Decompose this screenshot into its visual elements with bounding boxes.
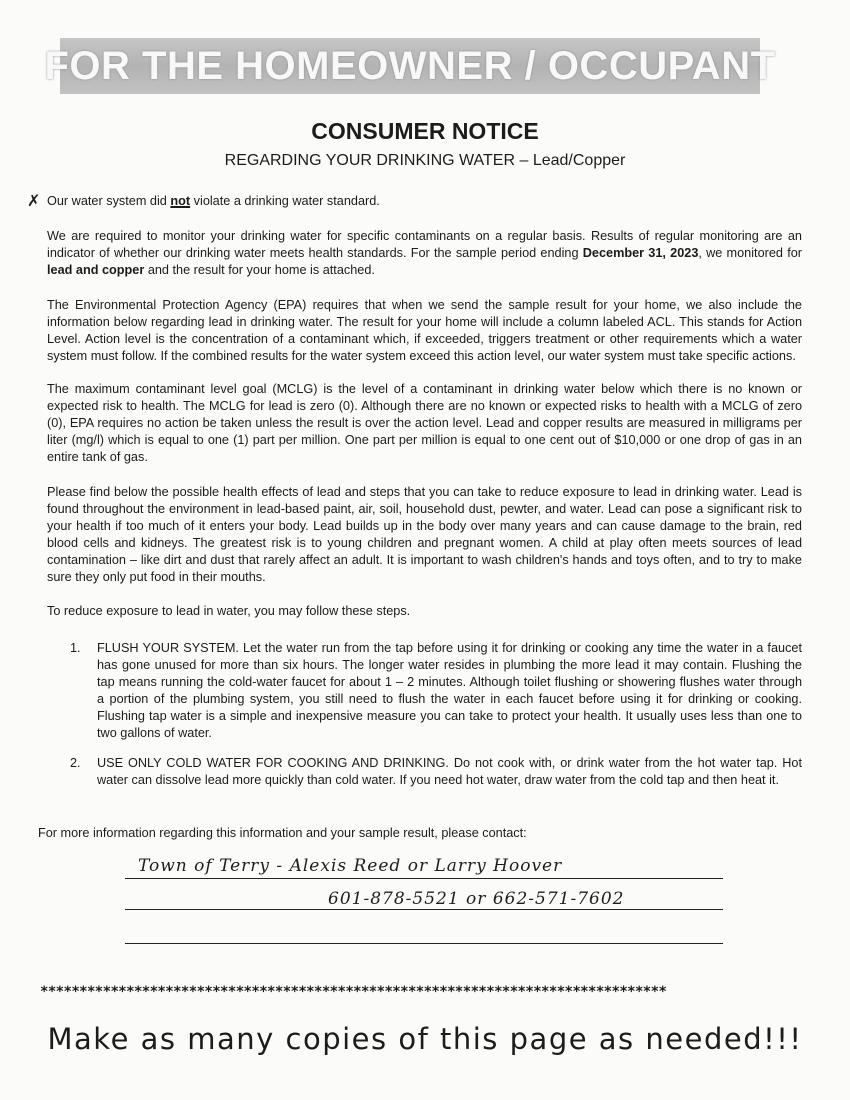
handwritten-contact-names: Town of Terry - Alexis Reed or Larry Hoover: [138, 856, 563, 876]
page-subtitle: REGARDING YOUR DRINKING WATER – Lead/Copper: [224, 152, 626, 169]
contact-line: [125, 943, 723, 944]
list-item-text: FLUSH YOUR SYSTEM. Let the water run from the tap before using it for drinking or cooking any time the water in a faucet has gone unused for more than six hours. The longer water resides in plumbing the more lead it may contain. Flushing the tap means running the cold-water faucet for about 1 – 2 minutes. Although toilet flushing or showering flushes water through a portion of the plumbing system, you still need to flush the water in each faucet before using it for drinking or cooking. Flushing tap water is a simple and inexpensive measure you can take to protect your health. It usually uses less than one to two gallons of water.: [97, 641, 802, 740]
asterisk-divider: ********************************************************************************: [40, 984, 667, 1000]
list-item-number: 1.: [70, 641, 81, 655]
contact-line: [125, 878, 723, 879]
health-effects-paragraph: Please find below the possible health effects of lead and steps that you can take to reduce exposure to lead in drinking water. Lead is found throughout the environment in lead-based paint, air, soil, household dust, pewter, and water. Lead can pose a significant risk to your health if too much of it enters your body. Lead builds up in the body over many years and can cause damage to the brain, red blood cells and kidneys. The greatest risk is to young children and pregnant women. A child at play often meets sources of lead contamination – like dirt and dust that rarely affect an adult. It is important to wash children's hands and toys often, and to try to make sure they only put food in their mouths.: [47, 485, 802, 584]
mclg-paragraph: The maximum contaminant level goal (MCLG) is the level of a contaminant in drinking water below which there is no known or expected risk to health. The MCLG for lead is zero (0). Although there are no known or expected risks to health with a MCLG of zero (0), EPA requires no action be taken unless the result is over the action level. Lead and copper results are measured in milligrams per liter (mg/l) which is equal to one (1) part per million. One part per million is equal to one cent out of $10,000 or one drop of gas in an entire tank of gas.: [47, 382, 802, 464]
violation-text-before: Our water system did: [47, 194, 171, 208]
handwritten-contact-phones: 601-878-5521 or 662-571-7602: [328, 889, 625, 909]
violation-emphasis: not: [170, 194, 191, 208]
violation-text-after: violate a drinking water standard.: [190, 194, 380, 208]
list-item: [70, 640, 802, 742]
page-title: CONSUMER NOTICE: [311, 118, 539, 144]
steps-intro: To reduce exposure to lead in water, you may follow these steps.: [47, 604, 411, 618]
contaminants-monitored: lead and copper: [47, 263, 145, 277]
list-item: [70, 755, 802, 789]
monitoring-text-3: and the result for your home is attached.: [144, 263, 375, 277]
contact-line: [125, 909, 723, 910]
check-mark-icon: ✗: [27, 193, 41, 210]
sample-period-date: December 31, 2023: [582, 246, 699, 260]
monitoring-text-1: We are required to monitor your drinking water for specific contaminants on a regular basis. Results of regular monitoring are an indicator of whether our drinking water meets health standards. For the sample period ending: [47, 229, 802, 260]
banner-text: FOR THE HOMEOWNER / OCCUPANT: [44, 43, 776, 88]
header-banner: [44, 38, 776, 94]
epa-paragraph: The Environmental Protection Agency (EPA) requires that when we send the sample result for your home, we also include the information below regarding lead in drinking water. The result for your home will include a column labeled ACL. This stands for Action Level. Action level is the concentration of a contaminant which, if exceeded, triggers treatment or other requirements which a water system must follow. If the combined results for the water system exceed this action level, our water system must take specific actions.: [47, 298, 802, 363]
contact-intro: For more information regarding this information and your sample result, please contact:: [38, 826, 527, 840]
monitoring-text-2: , we monitored for: [698, 246, 802, 260]
list-item-text: USE ONLY COLD WATER FOR COOKING AND DRINKING. Do not cook with, or drink water from the hot water tap. Hot water can dissolve lead more quickly than cold water. If you need hot water, draw water from the cold tap and then heat it.: [97, 756, 802, 787]
violation-statement: [47, 193, 802, 210]
footer-note: Make as many copies of this page as needed!!!: [47, 1022, 803, 1056]
list-item-number: 2.: [70, 756, 81, 770]
monitoring-paragraph: [47, 228, 802, 279]
